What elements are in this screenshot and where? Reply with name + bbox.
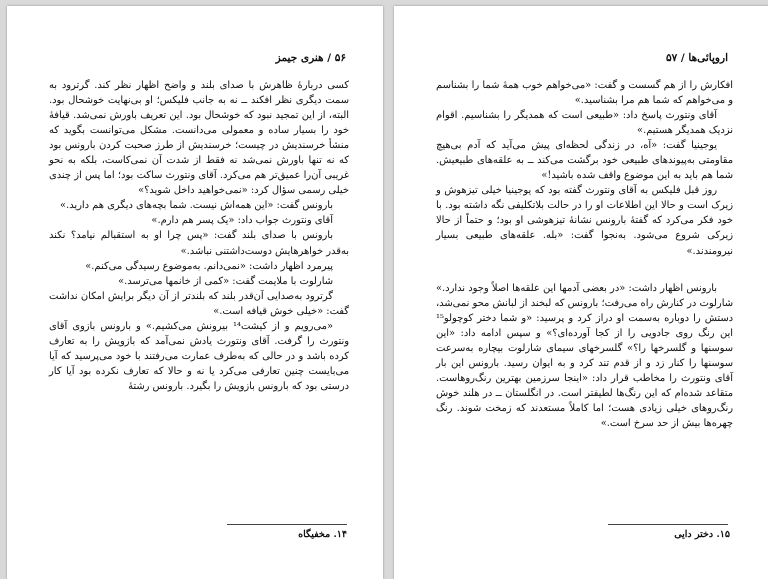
- paragraph: کسی دربارهٔ ظاهرش با صدای بلند و واضح اظهار نظر کند. گرترود به سمت دیگری نظر افکند ــ نه به جانب فلیکس؛ او بی‌نهایت خوشحال بود. البته، از این تمجید نبود که خوشحال بود. این تعریف باورش نمی‌شد. قیافهٔ خود را بسیار ساده و معمولی می‌دانست. مشکل می‌توانست بگوید که منشأ خرسندیش در چیست؛ خرسندیش از طرز صحبت کردن بارونس بود که نه تنها باورش نمی‌شد نه فقط از شدت آن نمی‌کاست، بلکه به نحو غریبی آن‌را عمیق‌تر هم می‌کرد. آقای ونتورث ساکت بود؛ اما پس از چندی خیلی رسمی سؤال کرد: «نمی‌خواهید داخل شوید؟»: [49, 80, 349, 197]
- paragraph: بارونس اظهار داشت: «در بعضی آدمها این علقه‌ها اصلاً وجود ندارد.» شارلوت در کنارش راه می‌رفت؛ بارونس که لبخند از لبانش محو نمی‌شد، دستش را دوباره به‌سمت او دراز کرد و پرسید: «و شما دختر کوچولو¹⁵ این رنگ روی جادویی را از کجا آورده‌ای؟» و سپس ادامه داد: «این سوسنها و گلسرخها را؟» گلسرخهای سیمای شارلوت بیچاره به‌سرعت سوسنها را کنار زد و از قدم تند کرد و به ایوان رسید. بارونس این بار آقای ونتورث را مخاطب قرار داد: «اینجا سرزمین بهترین رنگ‌رو‌هاست. متقاعد شده‌ام که این رنگ‌ها لطیفتر است. در انگلستان ــ در هلند خوش رنگ‌رو‌های خیلی زیادی هست؛ اما کاملاً مستعدند که زمخت شوند. رنگ چهره‌ها بیش از حد سرخ است.»: [436, 282, 733, 429]
- paragraph: آقای ونتورث جواب داد: «یک پسر هم دارم.»: [151, 215, 333, 227]
- running-header: ۵۶ / هنری جیمز: [275, 52, 346, 64]
- paragraph: گرترود به‌صدایی آن‌قدر بلند که بلندتر از آن دیگر برایش امکان نداشت گفت: «خیلی خوش قیافه است.»: [49, 290, 349, 317]
- paragraph: یوجینیا گفت: «آه، در زندگی لحظه‌ای پیش می‌آید که آدم بی‌هیچ مقاومتی به‌پیوندهای طبیعی خود برگشت می‌کند ــ به علقه‌های طبیعیش. شما هم باید به این موضوع واقف شده باشید!»: [436, 140, 733, 182]
- paragraph: افکارش را از هم گسست و گفت: «می‌خواهم خوب همهٔ شما را بشناسم و می‌خواهم که شما هم مرا بشناسید.»: [436, 80, 733, 107]
- footnote: ۱۴. مخفیگاه: [298, 529, 347, 540]
- paragraph: آقای ونتورث پاسخ داد: «طبیعی است که همدیگر را بشناسیم. اقوام نزدیک همدیگر هستیم.»: [436, 110, 733, 137]
- paragraph: بارونس گفت: «این همه‌اش نیست. شما بچه‌های دیگری هم دارید.»: [60, 200, 333, 212]
- paragraph: «می‌رویم و از کیشت¹⁴ بیرونش می‌کشیم.» و بارونس بازوی آقای ونتورث را گرفت. آقای ونتورث یادش نمی‌آمد که بازویش را به تعارف کرده باشد و در حالی که به‌طرف عمارت می‌رفتند با خود می‌پرسید که آیا می‌بایست چنین تعارفی می‌کرد یا نه و حالا که تعارف نکرده بود آیا کار درستی بود که بارونس بازویش را بگیرد. بارونس رشتهٔ: [49, 320, 349, 392]
- paragraph: پیرمرد اظهار داشت: «نمی‌دانم. به‌موضوع رسیدگی می‌کنم.»: [85, 260, 333, 272]
- footnote-divider: [227, 524, 347, 525]
- footnote-divider: [608, 524, 728, 525]
- footnote: ۱۵. دختر دایی: [674, 529, 730, 540]
- running-header: اروپائی‌ها / ۵۷: [665, 52, 728, 64]
- body-text: [436, 78, 733, 431]
- body-text: [49, 78, 349, 394]
- paragraph: شارلوت با ملایمت گفت: «کمی از خانمها می‌ترسد.»: [118, 275, 333, 287]
- paragraph: بارونس با صدای بلند گفت: «پس چرا او به استقبالم نیامد؟ نکند به‌قدر خواهرهایش دوست‌داشتنی نباشد.»: [49, 230, 349, 257]
- left-page: [7, 6, 383, 579]
- right-page: [394, 6, 768, 579]
- paragraph: روز قبل فلیکس به آقای ونتورث گفته بود که یوجینیا خیلی تیزهوش و زیرک است و حالا این اطلاعات او را در حالت بلاتکلیفی نگه داشته بود. با خود فکر می‌کرد که گفتهٔ بارونس نشانهٔ تیزهوشی او بود؛ و حتماً از حالا زیرکی شروع می‌شود. به‌نجوا گفت: «بله. علقه‌های طبیعی بسیار نیرومندند.»: [436, 185, 733, 257]
